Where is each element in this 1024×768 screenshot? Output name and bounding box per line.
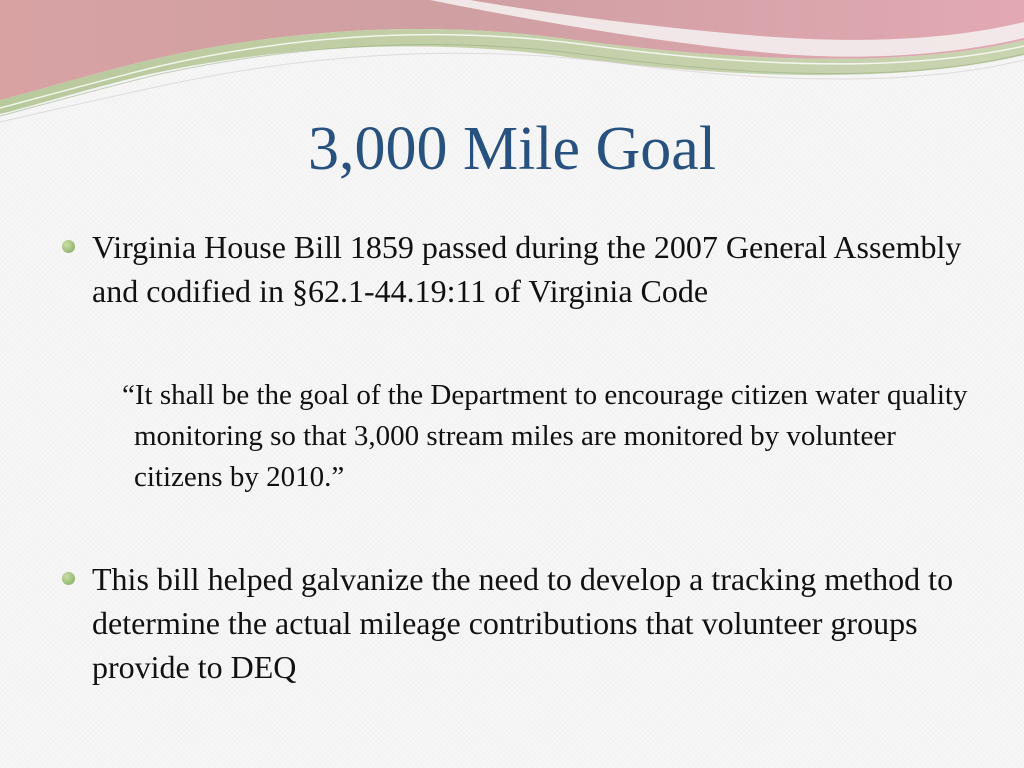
header-wave-decoration <box>0 0 1024 130</box>
bullet-icon <box>62 240 75 253</box>
slide-title: 3,000 Mile Goal <box>307 115 717 183</box>
bill-quote: “It shall be the goal of the Department to encourage citizen water quality monitoring so that 3,000 stream miles are monitored by volunteer citizens by 2010.” <box>122 379 968 493</box>
bullet-item <box>92 557 992 689</box>
bullet-icon <box>62 572 75 585</box>
bullet-item <box>92 225 992 313</box>
bullet-text: This bill helped galvanize the need to develop a tracking method to determine the actual mileage contributions that volunteer groups provide to DEQ <box>92 561 954 685</box>
bullet-text: Virginia House Bill 1859 passed during the 2007 General Assembly and codified in §62.1-44.19:11 of Virginia Code <box>92 229 962 309</box>
